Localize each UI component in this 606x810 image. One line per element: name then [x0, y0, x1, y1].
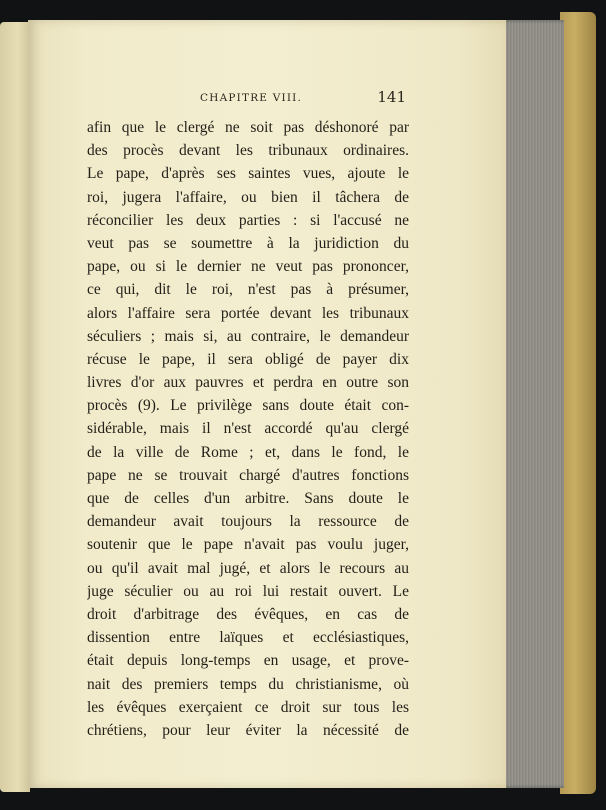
- text-line: réconcilier les deux parties : si l'accusé ne: [87, 211, 409, 229]
- text-line: alors l'affaire sera portée devant les tribunaux: [87, 304, 409, 322]
- running-head: [92, 88, 408, 110]
- text-line: demandeur avait toujours la ressource de: [87, 513, 409, 531]
- text-line: séculiers ; mais si, au contraire, le demandeur: [87, 327, 409, 345]
- body-text: [87, 116, 409, 742]
- text-line: dissention entre laïques et ecclésiastiques,: [87, 629, 409, 647]
- text-line: droit d'arbitrage des évêques, en cas de: [87, 605, 409, 623]
- text-line: pape ne se trouvait chargé d'autres fonctions: [87, 466, 409, 484]
- text-line: veut pas se soumettre à la juridiction du: [87, 234, 409, 252]
- text-line: procès (9). Le privilège sans doute était con-: [87, 397, 409, 415]
- text-line: nait des premiers temps du christianisme, où: [87, 675, 409, 693]
- page-number: 141: [377, 88, 406, 106]
- text-line: des procès devant les tribunaux ordinaires.: [87, 142, 409, 160]
- text-line: roi, jugera l'affaire, ou bien il tâchera de: [87, 188, 409, 206]
- left-page-edge: [0, 22, 30, 792]
- text-line: de la ville de Rome ; et, dans le fond, le: [87, 443, 409, 461]
- text-line: pape, ou si le dernier ne veut pas prononcer,: [87, 258, 409, 276]
- text-line: soutenir que le pape n'avait pas voulu juger,: [87, 536, 409, 554]
- book-cover-edge: [560, 12, 596, 794]
- text-line: Le pape, d'après ses saintes vues, ajoute le: [87, 165, 409, 183]
- text-line: sidérable, mais il n'est accordé qu'au clergé: [87, 420, 409, 438]
- text-line: les évêques exerçaient ce droit sur tous les: [87, 698, 409, 716]
- text-line: chrétiens, pour leur éviter la nécessité de: [87, 721, 409, 739]
- text-line: récuse le pape, il sera obligé de payer dix: [87, 350, 409, 368]
- text-line: afin que le clergé ne soit pas déshonoré par: [87, 119, 409, 136]
- text-line: était depuis long-temps en usage, et prove-: [87, 652, 409, 670]
- text-line: ce qui, dit le roi, n'est pas à présumer,: [87, 281, 409, 299]
- chapter-title: CHAPITRE VIII.: [200, 92, 303, 104]
- text-line: juge séculier ou au roi lui restait ouvert. Le: [87, 582, 409, 600]
- text-line: ou qu'il avait mal jugé, et alors le recours au: [87, 559, 409, 577]
- text-line: que de celles d'un arbitre. Sans doute le: [87, 490, 409, 507]
- text-line: livres d'or aux pauvres et perdra en outre son: [87, 374, 409, 392]
